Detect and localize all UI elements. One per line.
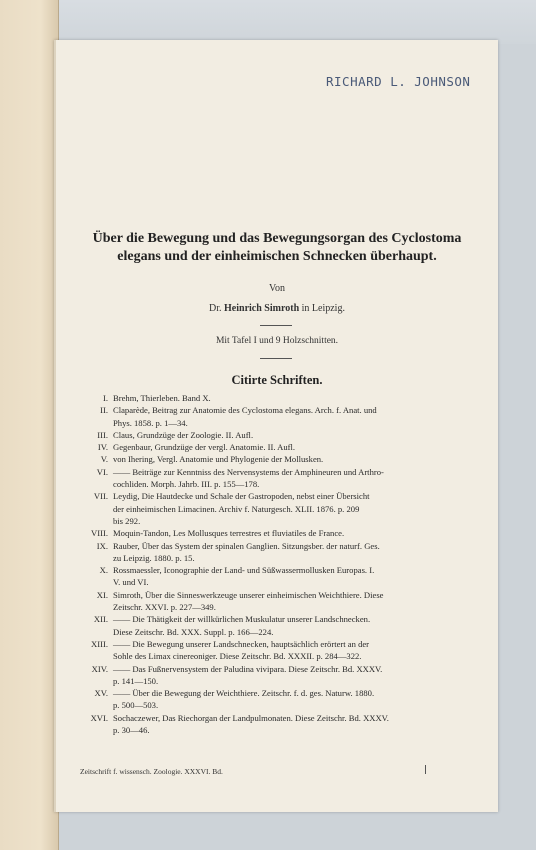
- author-location: in Leipzig.: [301, 303, 345, 314]
- reference-text: [113, 589, 479, 614]
- reference-item: [74, 589, 479, 614]
- reference-line: Zeitschr. XXVI. p. 227—349.: [113, 602, 216, 613]
- reference-item: [74, 687, 479, 712]
- reference-line: bis 292.: [113, 515, 141, 526]
- reference-line: Brehm, Thierleben. Band X.: [113, 393, 211, 403]
- reference-item: [74, 466, 479, 491]
- reference-line: Rauber, Über das System der spinalen Ganglien. Sitzungsber. der naturf. Ges.: [113, 540, 380, 551]
- reference-text: [113, 429, 479, 441]
- reference-line: —— Beiträge zur Kenntniss des Nervensystems der Amphineuren und Arthro-: [113, 466, 384, 477]
- reference-line: Gegenbaur, Grundzüge der vergl. Anatomie. II. Aufl.: [113, 442, 296, 453]
- reference-line: Phys. 1858. p. 1—34.: [113, 417, 188, 428]
- author-prefix: Dr.: [209, 303, 222, 314]
- signature-mark: [425, 765, 426, 774]
- reference-line: Claparède, Beitrag zur Anatomie des Cyclostoma elegans. Arch. f. Anat. und: [113, 405, 377, 416]
- reference-item: [74, 613, 479, 638]
- reference-line: Simroth, Über die Sinneswerkzeuge unserer einheimischen Weichthiere. Diese: [113, 589, 384, 600]
- reference-line: der einheimischen Limacinen. Archiv f. Naturgesch. XLII. 1876. p. 209: [113, 503, 360, 514]
- reference-item: [74, 453, 479, 465]
- reference-line: Leydig, Die Hautdecke und Schale der Gastropoden, nebst einer Übersicht: [113, 491, 370, 502]
- reference-number: VI.: [96, 466, 108, 477]
- reference-line: Rossmaessler, Iconographie der Land- und Süßwassermollusken Europas. I.: [113, 565, 375, 576]
- divider-2: [260, 358, 292, 359]
- reference-line: p. 141—150.: [113, 675, 159, 686]
- title-line-1: Über die Bewegung und das Bewegungsorgan des Cyclostoma: [92, 231, 462, 246]
- reference-item: [74, 392, 479, 404]
- reference-number: II.: [100, 405, 108, 416]
- backdrop: [0, 0, 536, 44]
- reference-line: Diese Zeitschr. Bd. XXX. Suppl. p. 166—224.: [113, 626, 274, 637]
- reference-number: X.: [99, 565, 108, 576]
- reference-item: [74, 441, 479, 453]
- reference-item: [74, 663, 479, 688]
- references-list: [74, 392, 479, 736]
- reference-text: [113, 712, 479, 737]
- reference-number: VIII.: [91, 528, 108, 539]
- reference-number: VII.: [93, 491, 108, 502]
- reference-item: [74, 527, 479, 539]
- reference-text: [113, 490, 479, 527]
- reference-line: —— Die Thätigkeit der willkürlichen Muskulatur unserer Landschnecken.: [113, 614, 371, 625]
- reference-text: [113, 638, 479, 663]
- reference-number: XV.: [94, 688, 108, 699]
- plates-note: Mit Tafel I und 9 Holzschnitten.: [215, 336, 339, 346]
- article-title: [56, 230, 498, 266]
- reference-line: V. und VI.: [113, 577, 149, 588]
- journal-footer: Zeitschrift f. wissensch. Zoologie. XXXVI. Bd.: [80, 767, 223, 776]
- reference-text: [113, 564, 479, 589]
- reference-number: XVI.: [90, 712, 108, 723]
- divider-1: [260, 325, 292, 326]
- reference-line: zu Leipzig. 1880. p. 15.: [113, 552, 195, 563]
- reference-item: [74, 540, 479, 565]
- reference-item: [74, 404, 479, 429]
- references-heading: Citirte Schriften.: [231, 373, 323, 387]
- reference-number: IV.: [97, 442, 108, 453]
- reference-number: V.: [100, 454, 108, 465]
- owner-stamp: RICHARD L. JOHNSON: [326, 74, 471, 89]
- facing-page: [0, 0, 59, 850]
- author-name: Heinrich Simroth: [224, 303, 300, 314]
- reference-number: XIV.: [91, 663, 108, 674]
- reference-text: [113, 613, 479, 638]
- reference-line: Moquin-Tandon, Les Mollusques terrestres et fluviatiles de France.: [113, 528, 345, 539]
- reference-text: [113, 527, 479, 539]
- reference-line: —— Das Fußnervensystem der Paludina vivipara. Diese Zeitschr. Bd. XXXV.: [113, 663, 383, 674]
- reference-number: IX.: [96, 540, 108, 551]
- reference-item: [74, 712, 479, 737]
- reference-item: [74, 429, 479, 441]
- reference-text: [113, 540, 479, 565]
- reference-number: III.: [97, 429, 108, 440]
- reference-number: XII.: [93, 614, 108, 625]
- reference-text: [113, 687, 479, 712]
- byline-von: Von: [269, 283, 285, 294]
- reference-line: Sochaczewer, Das Riechorgan der Landpulmonaten. Diese Zeitschr. Bd. XXXV.: [113, 712, 389, 723]
- reference-item: [74, 638, 479, 663]
- reference-line: Claus, Grundzüge der Zoologie. II. Aufl.: [113, 429, 254, 440]
- reference-text: [113, 453, 479, 465]
- reference-line: cochliden. Morph. Jahrb. III. p. 155—178.: [113, 479, 260, 490]
- byline: [56, 303, 498, 314]
- reference-text: [113, 441, 479, 453]
- reference-text: [113, 466, 479, 491]
- reference-line: Sohle des Limax cinereoniger. Diese Zeitschr. Bd. XXXII. p. 284—322.: [113, 651, 362, 662]
- reference-item: [74, 564, 479, 589]
- reference-item: [74, 490, 479, 527]
- reference-line: p. 500—503.: [113, 700, 159, 711]
- reference-line: —— Die Bewegung unserer Landschnecken, hauptsächlich erörtert an der: [113, 638, 370, 649]
- title-line-2: elegans und der einheimischen Schnecken überhaupt.: [117, 249, 437, 264]
- reference-number: XI.: [96, 589, 108, 600]
- reference-line: —— Über die Bewegung der Weichthiere. Zeitschr. f. d. ges. Naturw. 1880.: [113, 688, 375, 699]
- reference-text: [113, 392, 479, 404]
- reference-number: XIII.: [91, 638, 108, 649]
- reference-line: p. 30—46.: [113, 725, 150, 736]
- reference-text: [113, 404, 479, 429]
- reference-text: [113, 663, 479, 688]
- reference-number: I.: [102, 393, 108, 403]
- document-page: [54, 40, 498, 812]
- reference-line: von Ihering, Vergl. Anatomie und Phylogenie der Mollusken.: [113, 454, 324, 465]
